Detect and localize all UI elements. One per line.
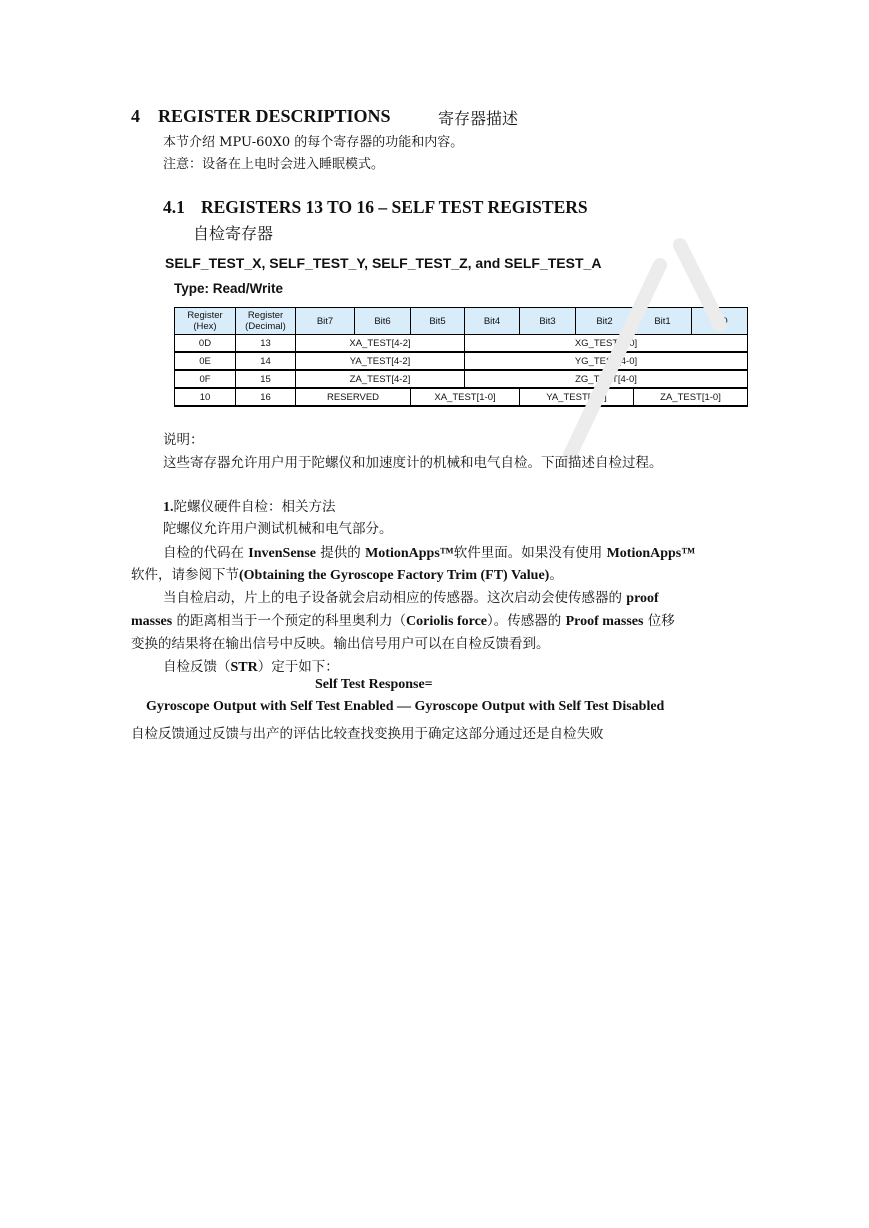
str-text-a: 自检反馈（ bbox=[163, 659, 231, 675]
p2-text-e: 软件里面。如果没有使用 bbox=[453, 545, 607, 561]
final-line: 自检反馈通过反馈与出产的评估比较查找变换用于确定这部分通过还是自检失败 bbox=[131, 726, 604, 742]
table-row bbox=[175, 335, 748, 353]
p3-text-d: ）。传感器的 bbox=[487, 613, 566, 629]
subsection-title-cn: 自检寄存器 bbox=[193, 224, 274, 243]
cell-gyro-test: ZG_TEST[4-0] bbox=[465, 370, 748, 388]
cell-dec: 14 bbox=[236, 352, 296, 370]
cell-gyro-test: XG_TEST[4-0] bbox=[465, 335, 748, 353]
cell-hex: 0D bbox=[175, 335, 236, 353]
str-abbrev: STR bbox=[230, 660, 258, 675]
p2-line2-end: 。 bbox=[549, 567, 563, 583]
table-header-row bbox=[175, 308, 748, 335]
str-text-c: ）定于如下： bbox=[257, 659, 339, 675]
header-bit1: Bit1 bbox=[634, 308, 692, 335]
formula-line-1: Self Test Response= bbox=[315, 677, 433, 692]
cell-reserved: RESERVED bbox=[296, 388, 411, 406]
subsection-number: 4.1 bbox=[163, 197, 185, 217]
p2-invensense: InvenSense bbox=[248, 546, 316, 561]
register-table bbox=[174, 307, 748, 407]
paragraph-3-line-2 bbox=[131, 609, 675, 630]
section-number: 4 bbox=[131, 106, 140, 126]
table-row bbox=[175, 352, 748, 370]
cell-ya-test: YA_TEST[1-0] bbox=[520, 388, 634, 406]
p2-motionapps: MotionApps™ bbox=[365, 546, 454, 561]
p2-text-c: 提供的 bbox=[315, 545, 366, 561]
p3-coriolis: Coriolis force bbox=[406, 614, 488, 629]
paragraph-3-line-1 bbox=[163, 586, 659, 607]
cell-dec: 13 bbox=[236, 335, 296, 353]
header-bit3: Bit3 bbox=[520, 308, 576, 335]
description-text: 这些寄存器允许用户用于陀螺仪和加速度计的机械和电气自检。下面描述自检过程。 bbox=[163, 455, 663, 471]
cell-dec: 16 bbox=[236, 388, 296, 406]
paragraph-3-line-3: 变换的结果将在输出信号中反映。输出信号用户可以在自检反馈看到。 bbox=[131, 636, 550, 652]
gyro-heading-number: 1. bbox=[163, 500, 174, 515]
header-bit2: Bit2 bbox=[576, 308, 634, 335]
p2-line2-text: 软件，请参阅下节 bbox=[131, 567, 239, 583]
section-title: REGISTER DESCRIPTIONS bbox=[158, 106, 391, 126]
header-bit7: Bit7 bbox=[296, 308, 355, 335]
cell-gyro-test: YG_TEST[4-0] bbox=[465, 352, 748, 370]
p3-text-a: 当自检启动，片上的电子设备就会启动相应的传感器。这次启动会使传感器的 bbox=[163, 590, 627, 606]
p2-text-a: 自检的代码在 bbox=[163, 545, 249, 561]
str-definition bbox=[163, 655, 339, 676]
intro-line-2: 注意：设备在上电时会进入睡眠模式。 bbox=[163, 157, 385, 172]
paragraph-2-line-1 bbox=[163, 541, 695, 562]
cell-hex: 0F bbox=[175, 370, 236, 388]
register-type: Type: Read/Write bbox=[174, 281, 284, 296]
section-title-cn: 寄存器描述 bbox=[438, 109, 519, 128]
subsection-title: REGISTERS 13 TO 16 – SELF TEST REGISTERS bbox=[201, 197, 588, 217]
table-row bbox=[175, 370, 748, 388]
formula-line-2: Gyroscope Output with Self Test Enabled — Gyroscope Output with Self Test Disabled bbox=[146, 699, 665, 714]
p3-masses: masses bbox=[131, 614, 173, 629]
header-bit0: Bit0 bbox=[692, 308, 748, 335]
header-bit6: Bit6 bbox=[355, 308, 411, 335]
cell-za-test: ZA_TEST[1-0] bbox=[634, 388, 748, 406]
header-register-hex: Register (Hex) bbox=[175, 308, 236, 335]
header-bit5: Bit5 bbox=[411, 308, 465, 335]
table-row bbox=[175, 388, 748, 406]
cell-xa-test: XA_TEST[1-0] bbox=[411, 388, 520, 406]
register-names: SELF_TEST_X, SELF_TEST_Y, SELF_TEST_Z, and SELF_TEST_A bbox=[165, 255, 602, 271]
gyro-line-1: 陀螺仪允许用户测试机械和电气部分。 bbox=[163, 521, 393, 537]
p3-proof: proof bbox=[626, 591, 659, 606]
p2-ft-reference: (Obtaining the Gyroscope Factory Trim (FT) Value) bbox=[239, 568, 550, 583]
p3-proof-masses: Proof masses bbox=[565, 614, 644, 629]
cell-accel-test: XA_TEST[4-2] bbox=[296, 335, 465, 353]
cell-accel-test: YA_TEST[4-2] bbox=[296, 352, 465, 370]
cell-hex: 0E bbox=[175, 352, 236, 370]
paragraph-2-line-2 bbox=[131, 563, 563, 584]
gyro-heading bbox=[163, 495, 336, 516]
cell-hex: 10 bbox=[175, 388, 236, 406]
cell-accel-test: ZA_TEST[4-2] bbox=[296, 370, 465, 388]
header-bit4: Bit4 bbox=[465, 308, 520, 335]
intro-line-1: 本节介绍 MPU-60X0 的每个寄存器的功能和内容。 bbox=[163, 135, 464, 150]
description-label: 说明： bbox=[163, 432, 204, 448]
header-register-dec: Register (Decimal) bbox=[236, 308, 296, 335]
p3-text-f: 位移 bbox=[643, 613, 675, 629]
cell-dec: 15 bbox=[236, 370, 296, 388]
p2-motionapps-2: MotionApps™ bbox=[606, 546, 696, 561]
gyro-heading-text: 陀螺仪硬件自检：相关方法 bbox=[173, 499, 336, 515]
p3-text-b: 的距离相当于一个预定的科里奥利力（ bbox=[172, 613, 407, 629]
